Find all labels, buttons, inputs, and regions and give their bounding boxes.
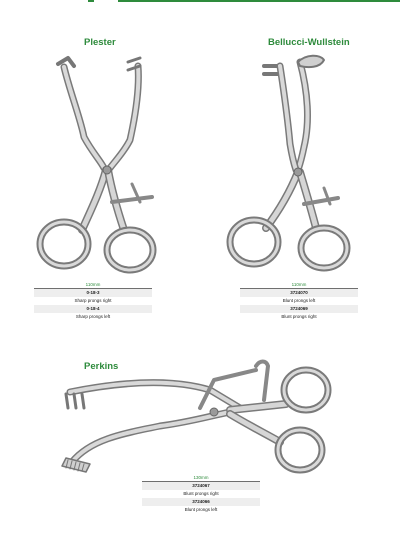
article-description: Sharp prongs right xyxy=(74,298,112,303)
plester-retractor-image xyxy=(20,52,180,277)
size-label: 130mm xyxy=(193,475,209,480)
perkins-retractor-image xyxy=(60,360,340,472)
plester-spec-table xyxy=(34,281,152,321)
article-description: Blunt prongs left xyxy=(184,507,218,512)
perkins-spec-table xyxy=(142,474,260,514)
product-title-plester: Plester xyxy=(84,37,116,48)
article-description: Blunt prongs right xyxy=(281,314,317,319)
header-accent-dash xyxy=(88,0,94,2)
size-label: 110mm xyxy=(291,282,307,287)
product-title-bellucci-wullstein: Bellucci-Wullstein xyxy=(268,37,350,48)
bellucci-wullstein-retractor-image xyxy=(220,52,380,277)
header-accent-bar xyxy=(118,0,400,2)
product-title-perkins: Perkins xyxy=(84,361,119,372)
size-label: 110mm xyxy=(85,282,101,287)
article-code: 0-18-4 xyxy=(34,305,152,313)
article-code: 0-18-3 xyxy=(34,289,152,297)
article-description: Sharp prongs left xyxy=(75,314,111,319)
article-code: 3724069 xyxy=(240,305,358,313)
article-code: 3724066 xyxy=(142,498,260,506)
bellucci-wullstein-spec-table xyxy=(240,281,358,321)
article-code: 3724067 xyxy=(142,482,260,490)
article-description: Blunt prongs left xyxy=(282,298,316,303)
article-code: 3724070 xyxy=(240,289,358,297)
article-description: Blunt prongs right xyxy=(183,491,219,496)
